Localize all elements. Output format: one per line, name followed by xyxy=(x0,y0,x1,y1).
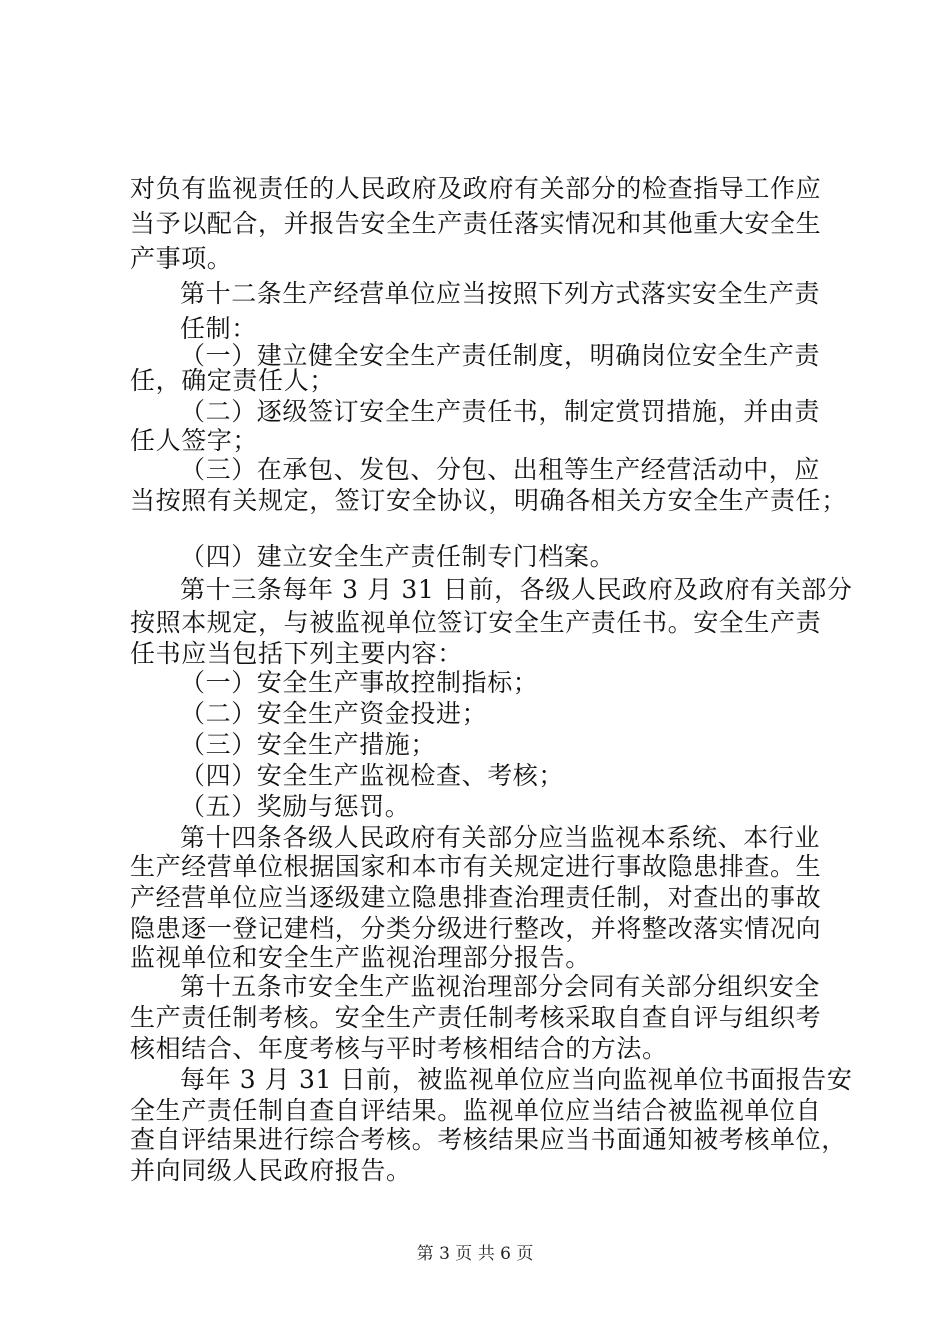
body-line: 任制： xyxy=(180,314,257,343)
body-line: （三）在承包、发包、分包、出租等生产经营活动中，应 xyxy=(180,455,821,484)
body-line: 第十二条生产经营单位应当按照下列方式落实安全生产责 xyxy=(180,279,821,308)
body-line: 产事项。 xyxy=(130,244,233,273)
body-line: （二）安全生产资金投进； xyxy=(180,699,488,728)
body-line: 对负有监视责任的人民政府及政府有关部分的检查指导工作应 xyxy=(130,174,822,203)
body-line: （五）奖励与惩罚。 xyxy=(180,792,411,821)
body-line: 查自评结果进行综合考核。考核结果应当书面通知被考核单位， xyxy=(130,1125,847,1154)
body-line: 第十四条各级人民政府有关部分应当监视本系统、本行业 xyxy=(180,823,821,852)
page-number-footer: 第 3 页 共 6 页 xyxy=(416,1244,534,1264)
body-line: 任，确定责任人； xyxy=(130,366,335,395)
body-line: 生产经营单位根据国家和本市有关规定进行事故隐患排查。生 xyxy=(130,852,822,881)
body-line: （四）安全生产监视检查、考核； xyxy=(180,761,565,790)
body-line: 产经营单位应当逐级建立隐患排查治理责任制，对查出的事故 xyxy=(130,883,822,912)
body-line: 任人签字； xyxy=(130,426,259,455)
body-line: 第十三条每年 3 月 31 日前，各级人民政府及政府有关部分 xyxy=(180,575,853,604)
body-line: 隐患逐一登记建档，分类分级进行整改，并将整改落实情况向 xyxy=(130,914,822,943)
body-line: （二）逐级签订安全生产责任书，制定赏罚措施，并由责 xyxy=(180,397,821,426)
body-line: （三）安全生产措施； xyxy=(180,730,437,759)
body-line: 监视单位和安全生产监视治理部分报告。 xyxy=(130,943,591,972)
body-line: 任书应当包括下列主要内容： xyxy=(130,639,463,668)
body-line: （一）建立健全安全生产责任制度，明确岗位安全生产责 xyxy=(180,341,821,370)
body-line: 并向同级人民政府报告。 xyxy=(130,1156,412,1185)
body-line: （一）安全生产事故控制指标； xyxy=(180,668,539,697)
body-line: 核相结合、年度考核与平时考核相结合的方法。 xyxy=(130,1034,668,1063)
body-line: （四）建立安全生产责任制专门档案。 xyxy=(180,542,616,571)
body-line: 每年 3 月 31 日前，被监视单位应当向监视单位书面报告安 xyxy=(180,1065,853,1094)
body-line: 第十五条市安全生产监视治理部分会同有关部分组织安全 xyxy=(180,972,821,1001)
body-line: 全生产责任制自查自评结果。监视单位应当结合被监视单位自 xyxy=(130,1096,822,1125)
body-line: 当按照有关规定，签订安全协议，明确各相关方安全生产责任； xyxy=(130,486,847,515)
body-line: 当予以配合，并报告安全生产责任落实情况和其他重大安全生 xyxy=(130,209,822,238)
body-line: 生产责任制考核。安全生产责任制考核采取自查自评与组织考 xyxy=(130,1003,822,1032)
body-line: 按照本规定，与被监视单位签订安全生产责任书。安全生产责 xyxy=(130,608,822,637)
